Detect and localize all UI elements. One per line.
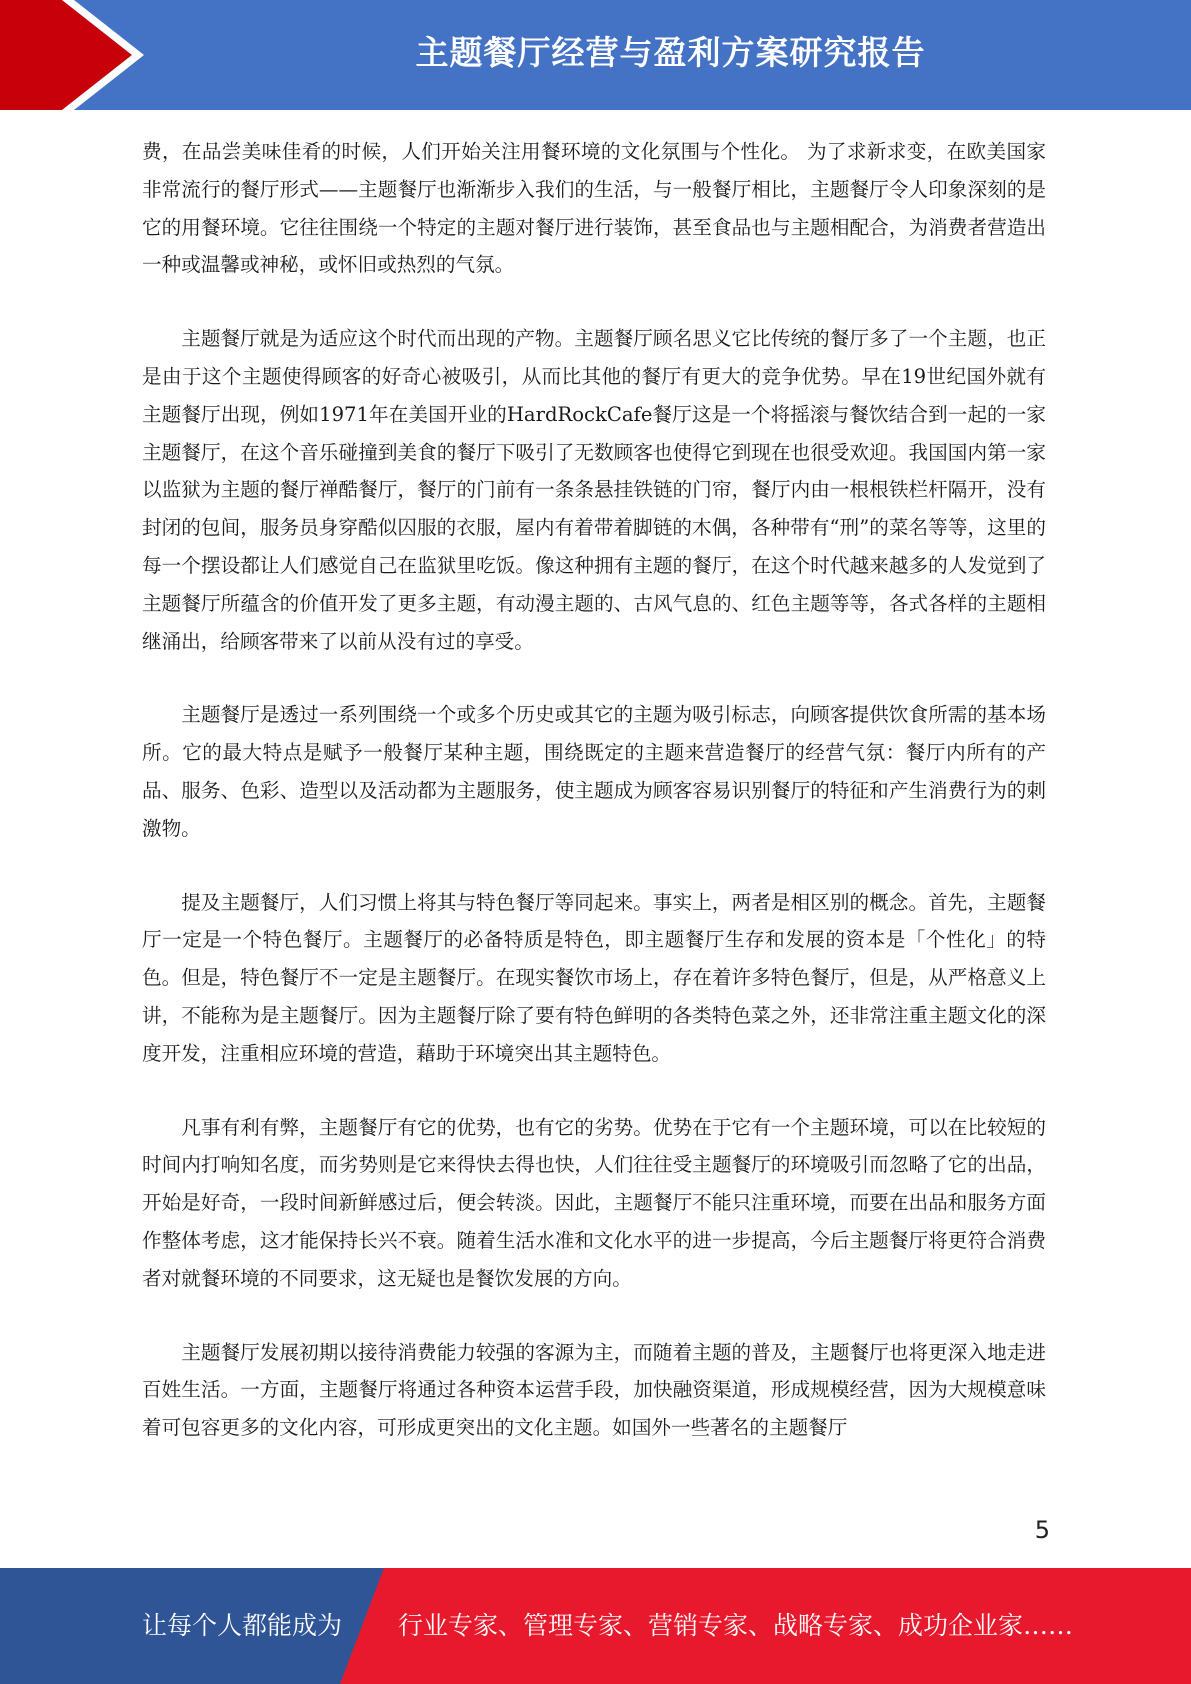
document-title: 主题餐厅经营与盈利方案研究报告	[415, 33, 926, 72]
page-header	[0, 0, 1191, 110]
paragraph-2: 主题餐厅就是为适应这个时代而出现的产物。主题餐厅顾名思义它比传统的餐厅多了一个主题，也正是由于这个主题使得顾客的好奇心被吸引，从而比其他的餐厅有更大的竞争优势。早在19世纪国外就有主题餐厅出现，例如1971年在美国开业的HardRockCafe餐厅这是一个将摇滚与餐饮结合到一起的一家主题餐厅，在这个音乐碰撞到美食的餐厅下吸引了无数顾客也使得它到现在也很受欢迎。我国国内第一家以监狱为主题的餐厅禅酷餐厅，餐厅的门前有一条条悬挂铁链的门帘，餐厅内由一根根铁栏杆隔开，没有封闭的包间，服务员身穿酷似囚服的衣服，屋内有着带着脚链的木偶，各种带有“刑”的菜名等等，这里的每一个摆设都让人们感觉自己在监狱里吃饭。像这种拥有主题的餐厅，在这个时代越来越多的人发觉到了主题餐厅所蕴含的价值开发了更多主题，有动漫主题的、古风气息的、红色主题等等，各式各样的主题相继涌出，给顾客带来了以前从没有过的享受。	[142, 327, 1046, 653]
paragraph-4: 提及主题餐厅，人们习惯上将其与特色餐厅等同起来。事实上，两者是相区别的概念。首先，主题餐厅一定是一个特色餐厅。主题餐厅的必备特质是特色，即主题餐厅生存和发展的资本是「个性化」的特色。但是，特色餐厅不一定是主题餐厅。在现实餐饮市场上，存在着许多特色餐厅，但是，从严格意义上讲，不能称为是主题餐厅。因为主题餐厅除了要有特色鲜明的各类特色菜之外，还非常注重主题文化的深度开发，注重相应环境的营造，藉助于环境突出其主题特色。	[142, 890, 1046, 1065]
document-body	[142, 133, 1046, 1483]
paragraph-6: 主题餐厅发展初期以接待消费能力较强的客源为主，而随着主题的普及，主题餐厅也将更深入地走进百姓生活。一方面，主题餐厅将通过各种资本运营手段，加快融资渠道，形成规模经营，因为大规模意味着可包容更多的文化内容，可形成更突出的文化主题。如国外一些著名的主题餐厅	[142, 1340, 1046, 1440]
footer-slogan-left: 让每个人都能成为	[142, 1611, 343, 1640]
page-footer	[0, 1568, 1191, 1684]
paragraph-1: 费，在品尝美味佳肴的时候，人们开始关注用餐环境的文化氛围与个性化。 为了求新求变，在欧美国家非常流行的餐厅形式——主题餐厅也渐渐步入我们的生活，与一般餐厅相比，主题餐厅令人印象深刻的是它的用餐环境。它往往围绕一个特定的主题对餐厅进行装饰，甚至食品也与主题相配合，为消费者营造出一种或温馨或神秘，或怀旧或热烈的气氛。	[142, 140, 1046, 277]
footer-slogan-right: 行业专家、管理专家、营销专家、战略专家、成功企业家……	[398, 1611, 1074, 1640]
header-chevron-icon	[0, 0, 160, 110]
paragraph-5: 凡事有利有弊，主题餐厅有它的优势，也有它的劣势。优势在于它有一个主题环境，可以在比较短的时间内打响知名度，而劣势则是它来得快去得也快，人们往往受主题餐厅的环境吸引而忽略了它的出品，开始是好奇，一段时间新鲜感过后，便会转淡。因此，主题餐厅不能只注重环境，而要在出品和服务方面作整体考虑，这才能保持长兴不衰。随着生活水准和文化水平的进一步提高，今后主题餐厅将更符合消费者对就餐环境的不同要求，这无疑也是餐饮发展的方向。	[142, 1115, 1046, 1290]
page-number: 5	[1034, 1516, 1050, 1544]
paragraph-3: 主题餐厅是透过一系列围绕一个或多个历史或其它的主题为吸引标志，向顾客提供饮食所需的基本场所。它的最大特点是赋予一般餐厅某种主题，围绕既定的主题来营造餐厅的经营气氛：餐厅内所有的产品、服务、色彩、造型以及活动都为主题服务，使主题成为顾客容易识别餐厅的特征和产生消费行为的刺激物。	[142, 703, 1046, 840]
